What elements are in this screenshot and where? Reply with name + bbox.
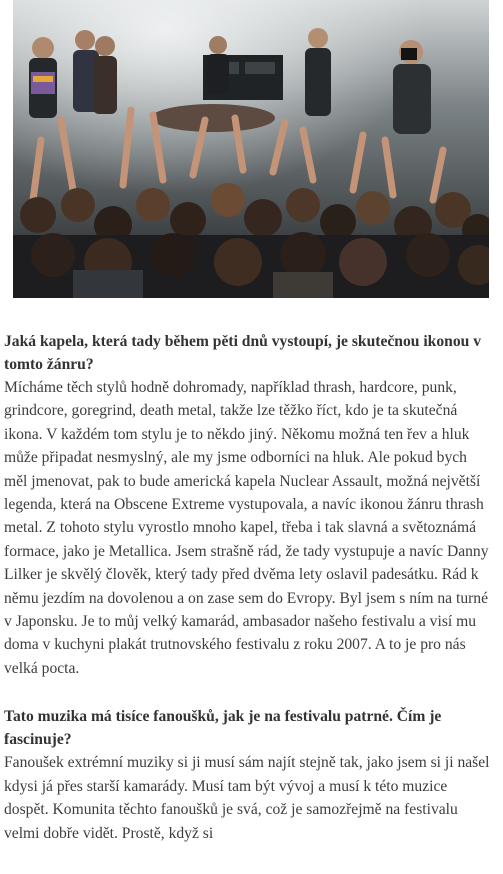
interview-block-2 (4, 705, 494, 845)
interview-question-1: Jaká kapela, která tady během pěti dnů vystoupí, je skutečnou ikonou v tomto žánru? (4, 333, 481, 373)
interview-question-2: Tato muzika má tisíce fanoušků, jak je na festivalu patrné. Čím je fascinuje? (4, 708, 442, 749)
interview-article (4, 330, 494, 870)
interview-block-1 (4, 330, 494, 680)
interview-answer-1: Mícháme těch stylů hodně dohromady, například thrash, hardcore, punk, grindcore, goregrind, death metal, takže lze těžko říct, kdo je ta skutečná ikona. V každém tom stylu je to někdo jiný. Někomu možná ten řev a hluk může připadat nesmyslný, ale my jsme odborníci na hluk. Ale pokud bych měl jmenovat, pak to bude americká kapela Nuclear Assault, možná největší legenda, která na Obscene Extreme vystupovala, a navíc ikonou žánru thrash metal. Z tohoto stylu vyrostlo mnoho kapel, třeba i tak slavná a světoznámá formace, jako je Metallica. Jsem strašně rád, že tady vystupuje a navíc Danny Lilker je skvělý člověk, který tady před dvěma lety oslavil padesátku. Rád k němu jezdím na dovolenou a on zase sem do Evropy. Byl jsem s ním na turné v Japonsku. Je to můj velký kamarád, ambasador našeho festivalu a visí mu doma v kuchyni plakát trutnovského festivalu z roku 2007. A to je pro nás velká pocta. (4, 379, 489, 677)
interview-answer-2: Fanoušek extrémní muziky si ji musí sám najít stejně tak, jako jsem si ji našel kdysi já přes starší kamarády. Musí tam být vývoj a musí k této muzice dospět. Komunita těchto fanoušků je svá, což je samozřejmě na festivalu velmi dobře vidět. Prostě, když si (4, 754, 490, 842)
concert-crowd-photo (13, 0, 489, 298)
